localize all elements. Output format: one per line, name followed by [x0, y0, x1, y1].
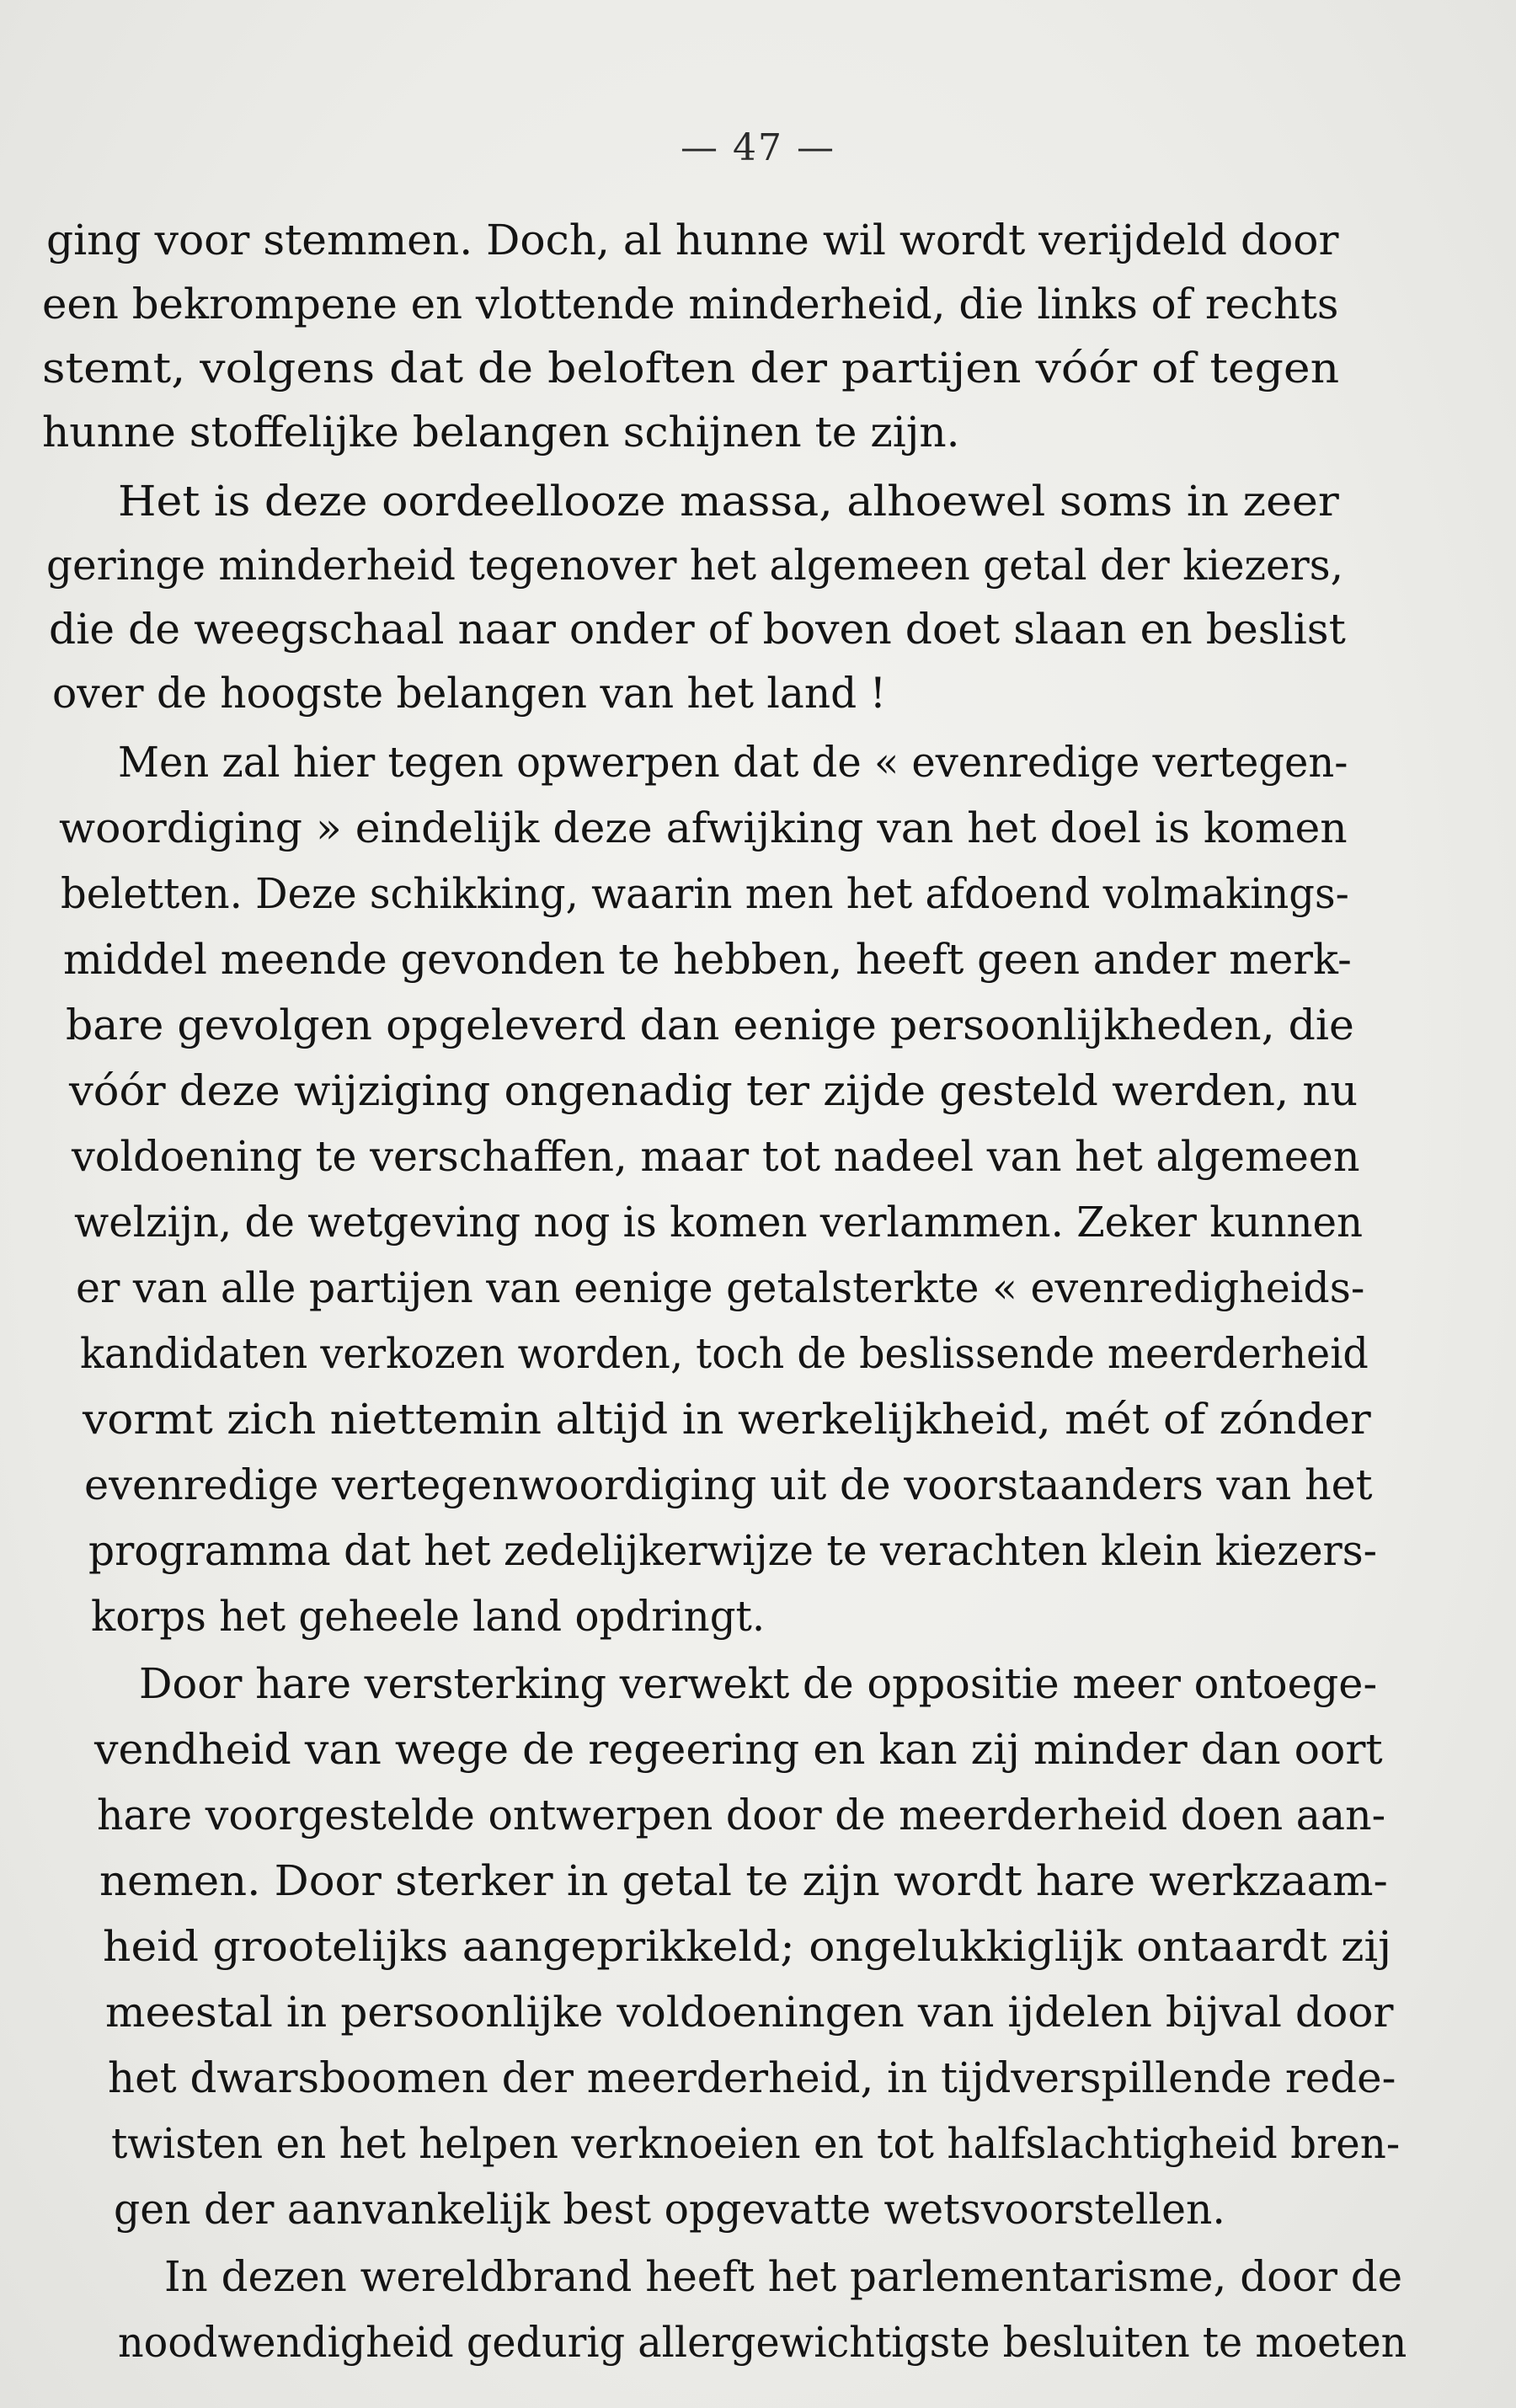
text-line: programma dat het zedelijkerwijze te verachten klein kiezers-: [88, 1526, 1378, 1575]
text-line: gen der aanvankelijk best opgevatte wetsvoorstellen.: [114, 2185, 1225, 2234]
text-line: korps het geheele land opdringt.: [91, 1592, 766, 1641]
text-line: een bekrompene en vlottende minderheid, die links of rechts: [42, 280, 1339, 328]
text-line: Men zal hier tegen opwerpen dat de « evenredige vertegen-: [118, 738, 1348, 787]
text-line: twisten en het helpen verknoeien en tot halfslachtigheid bren-: [111, 2119, 1401, 2168]
text-line: evenredige vertegenwoordiging uit de voorstaanders van het: [84, 1460, 1373, 1509]
text-line: het dwarsboomen der meerderheid, in tijdverspillende rede-: [108, 2053, 1396, 2102]
text-line: middel meende gevonden te hebben, heeft geen ander merk-: [63, 935, 1352, 984]
text-line: heid grootelijks aangeprikkeld; ongelukkiglijk ontaardt zij: [103, 1922, 1392, 1971]
text-line: geringe minderheid tegenover het algemeen getal der kiezers,: [46, 541, 1344, 590]
text-line: In dezen wereldbrand heeft het parlementarisme, door de: [164, 2252, 1403, 2301]
text-line: voldoening te verschaffen, maar tot nadeel van het algemeen: [72, 1132, 1360, 1181]
text-line: nemen. Door sterker in getal te zijn wordt hare werkzaam-: [99, 1856, 1388, 1905]
text-line: Het is deze oordeellooze massa, alhoewel soms in zeer: [118, 477, 1339, 526]
text-line: vormt zich niettemin altijd in werkelijkheid, mét of zónder: [83, 1395, 1371, 1444]
text-line: hare voorgestelde ontwerpen door de meerderheid doen aan-: [97, 1791, 1386, 1839]
text-line: bare gevolgen opgeleverd dan eenige persoonlijkheden, die: [66, 1001, 1354, 1049]
text-line: over de hoogste belangen van het land !: [52, 669, 887, 718]
text-line: noodwendigheid gedurig allergewichtigste besluiten te moeten: [118, 2318, 1407, 2367]
text-line: stemt, volgens dat de beloften der partijen vóór of tegen: [42, 344, 1340, 392]
text-line: meestal in persoonlijke voldoeningen van ijdelen bijval door: [105, 1988, 1394, 2037]
text-line: die de weegschaal naar onder of boven doet slaan en beslist: [49, 605, 1346, 654]
text-line: welzijn, de wetgeving nog is komen verlammen. Zeker kunnen: [74, 1198, 1364, 1247]
text-line: er van alle partijen van eenige getalsterkte « evenredigheids-: [76, 1263, 1365, 1312]
text-line: hunne stoffelijke belangen schijnen te zijn.: [42, 408, 960, 457]
text-line: kandidaten verkozen worden, toch de beslissende meerderheid: [80, 1329, 1369, 1378]
text-line: ging voor stemmen. Doch, al hunne wil wordt verijdeld door: [46, 216, 1339, 264]
text-line: vóór deze wijziging ongenadig ter zijde gesteld werden, nu: [69, 1066, 1359, 1115]
text-line: beletten. Deze schikking, waarin men het afdoend volmakings-: [61, 869, 1349, 918]
page-number: — 47 —: [681, 126, 835, 169]
text-line: vendheid van wege de regeering en kan zij minder dan oort: [94, 1725, 1383, 1774]
text-line: Door hare versterking verwekt de oppositie meer ontoege-: [139, 1659, 1378, 1708]
text-line: woordiging » eindelijk deze afwijking van het doel is komen: [59, 804, 1348, 852]
